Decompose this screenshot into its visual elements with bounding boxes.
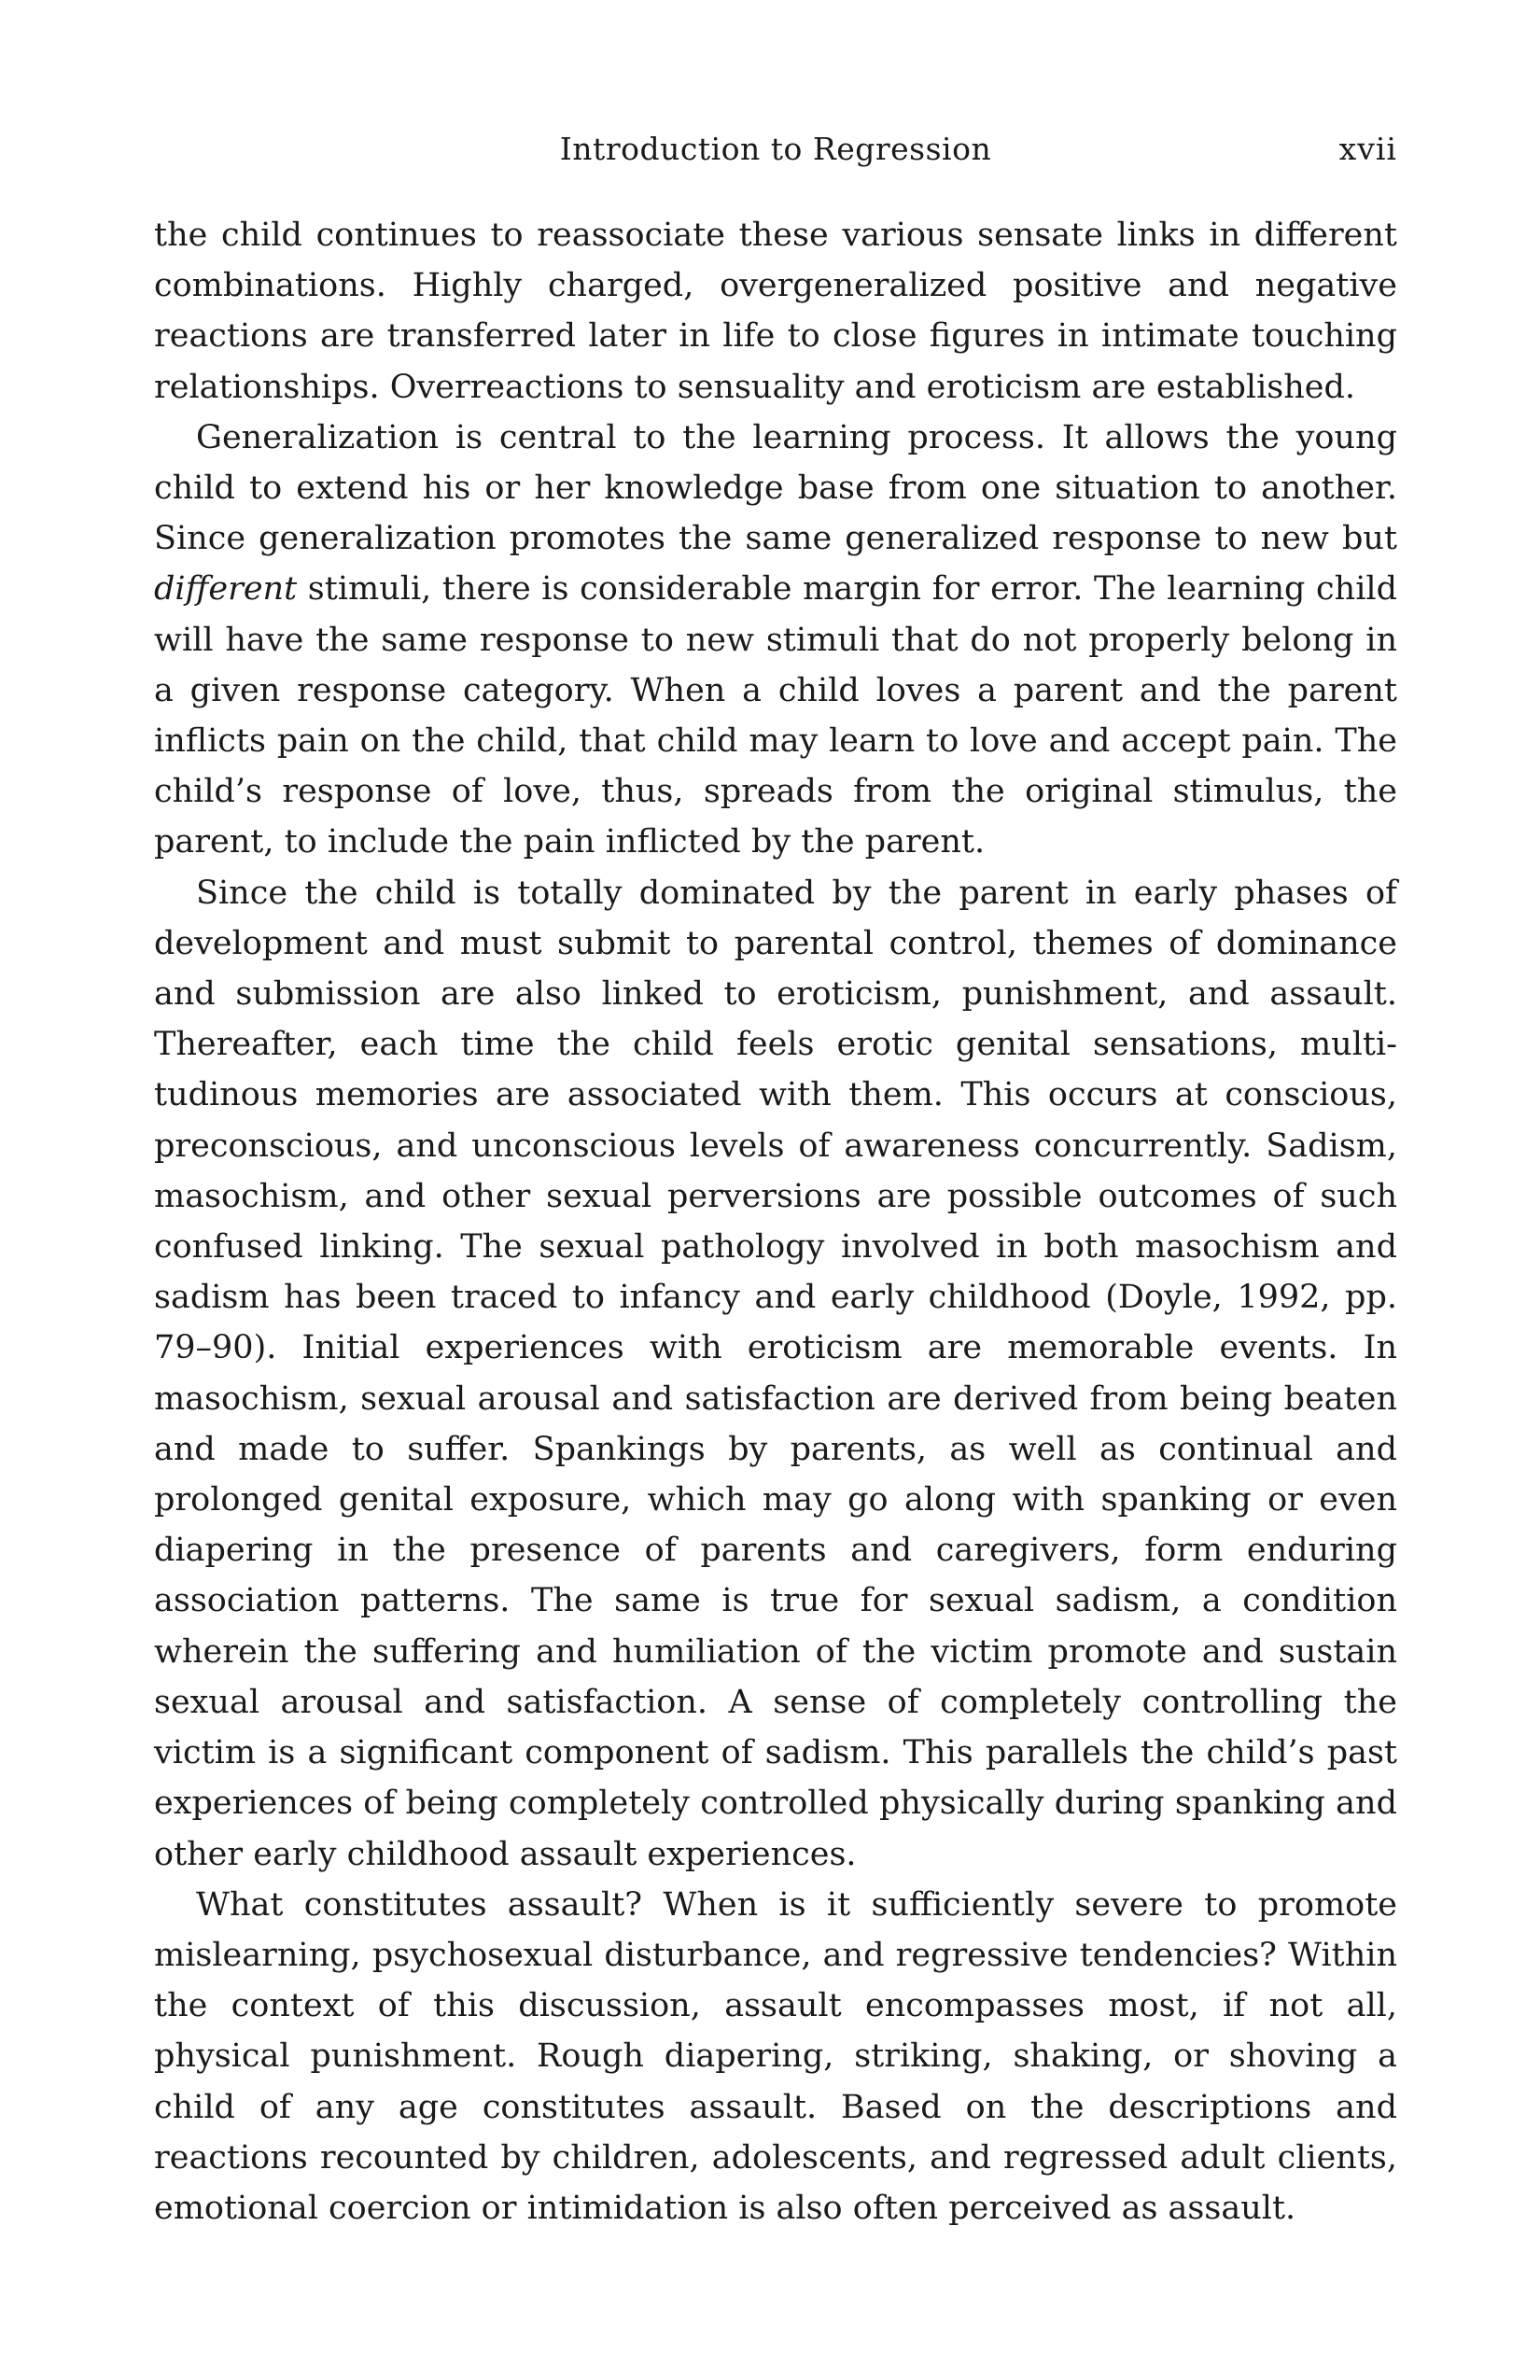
text-run: the child continues to reassociate these various sensate links in different combinations. Highly charged, overgeneralized positive and negative reactions are transferred later in life to close figures in intimate touching relationships. Overreactions to sensuality and eroticism are established. (154, 217, 1397, 406)
running-title: Introduction to Regression (559, 131, 992, 167)
text-run: Generalization is central to the learning process. It allows the young child to extend his or her knowledge base from one situation to another. Since generalization promotes the same generalized response to new but (154, 418, 1397, 558)
body-text (154, 210, 1397, 2233)
text-run: stimuli, there is considerable margin for error. The learning child will have the same response to new stimuli that do not properly belong in a given response category. When a child loves a parent and the parent inflicts pain on the child, that child may learn to love and accept pain. The child’s response of love, thus, spreads from the original stimulus, the parent, to include the pain inflicted by the parent. (154, 570, 1397, 861)
running-header (154, 125, 1397, 174)
paragraph-dominance (154, 868, 1397, 1880)
text-run: What constitutes assault? When is it sufficiently severe to promote mislearning, psychosexual disturbance, and regressive tendencies? Within the context of this discussion, assault encompasses most, if not all, physical punishment. Rough diapering, striking, shaking, or shoving a child of any age constitutes assault. Based on the descriptions and reactions recounted by children, adolescents, and regressed adult clients, emotional coercion or intimidation is also often perceived as assault. (154, 1885, 1397, 2227)
paragraph-continued (154, 210, 1397, 413)
text-run: Since the child is totally dominated by the parent in early phases of development and must submit to parental control, themes of dominance and submission are also linked to eroticism, punishment, and assault. Thereafter, each time the child feels erotic genital sensations, multitudinous memories are associated with them. This occurs at conscious, preconscious, and unconscious levels of awareness concurrently. Sadism, masochism, and other sexual perversions are possible outcomes of such confused linking. The sexual pathology involved in both masochism and sadism has been traced to infancy and early childhood (Doyle, 1992, pp. 79–90). Initial experiences with eroticism are memorable events. In masochism, sexual arousal and satisfaction are derived from being beaten and made to suffer. Spankings by parents, as well as continual and prolonged genital exposure, which may go along with spanking or even diapering in the presence of parents and caregivers, form enduring association patterns. The same is true for sexual sadism, a condition wherein the suffering and humiliation of the victim promote and sustain sexual arousal and satisfaction. A sense of completely controlling the victim is a significant component of sadism. This parallels the child’s past experiences of being completely controlled physically during spanking and other early childhood assault experiences. (154, 874, 1397, 1873)
page-number: xvii (1338, 131, 1397, 167)
paragraph-generalization (154, 413, 1397, 868)
paragraph-assault (154, 1880, 1397, 2233)
emphasis-different: different (154, 570, 298, 609)
